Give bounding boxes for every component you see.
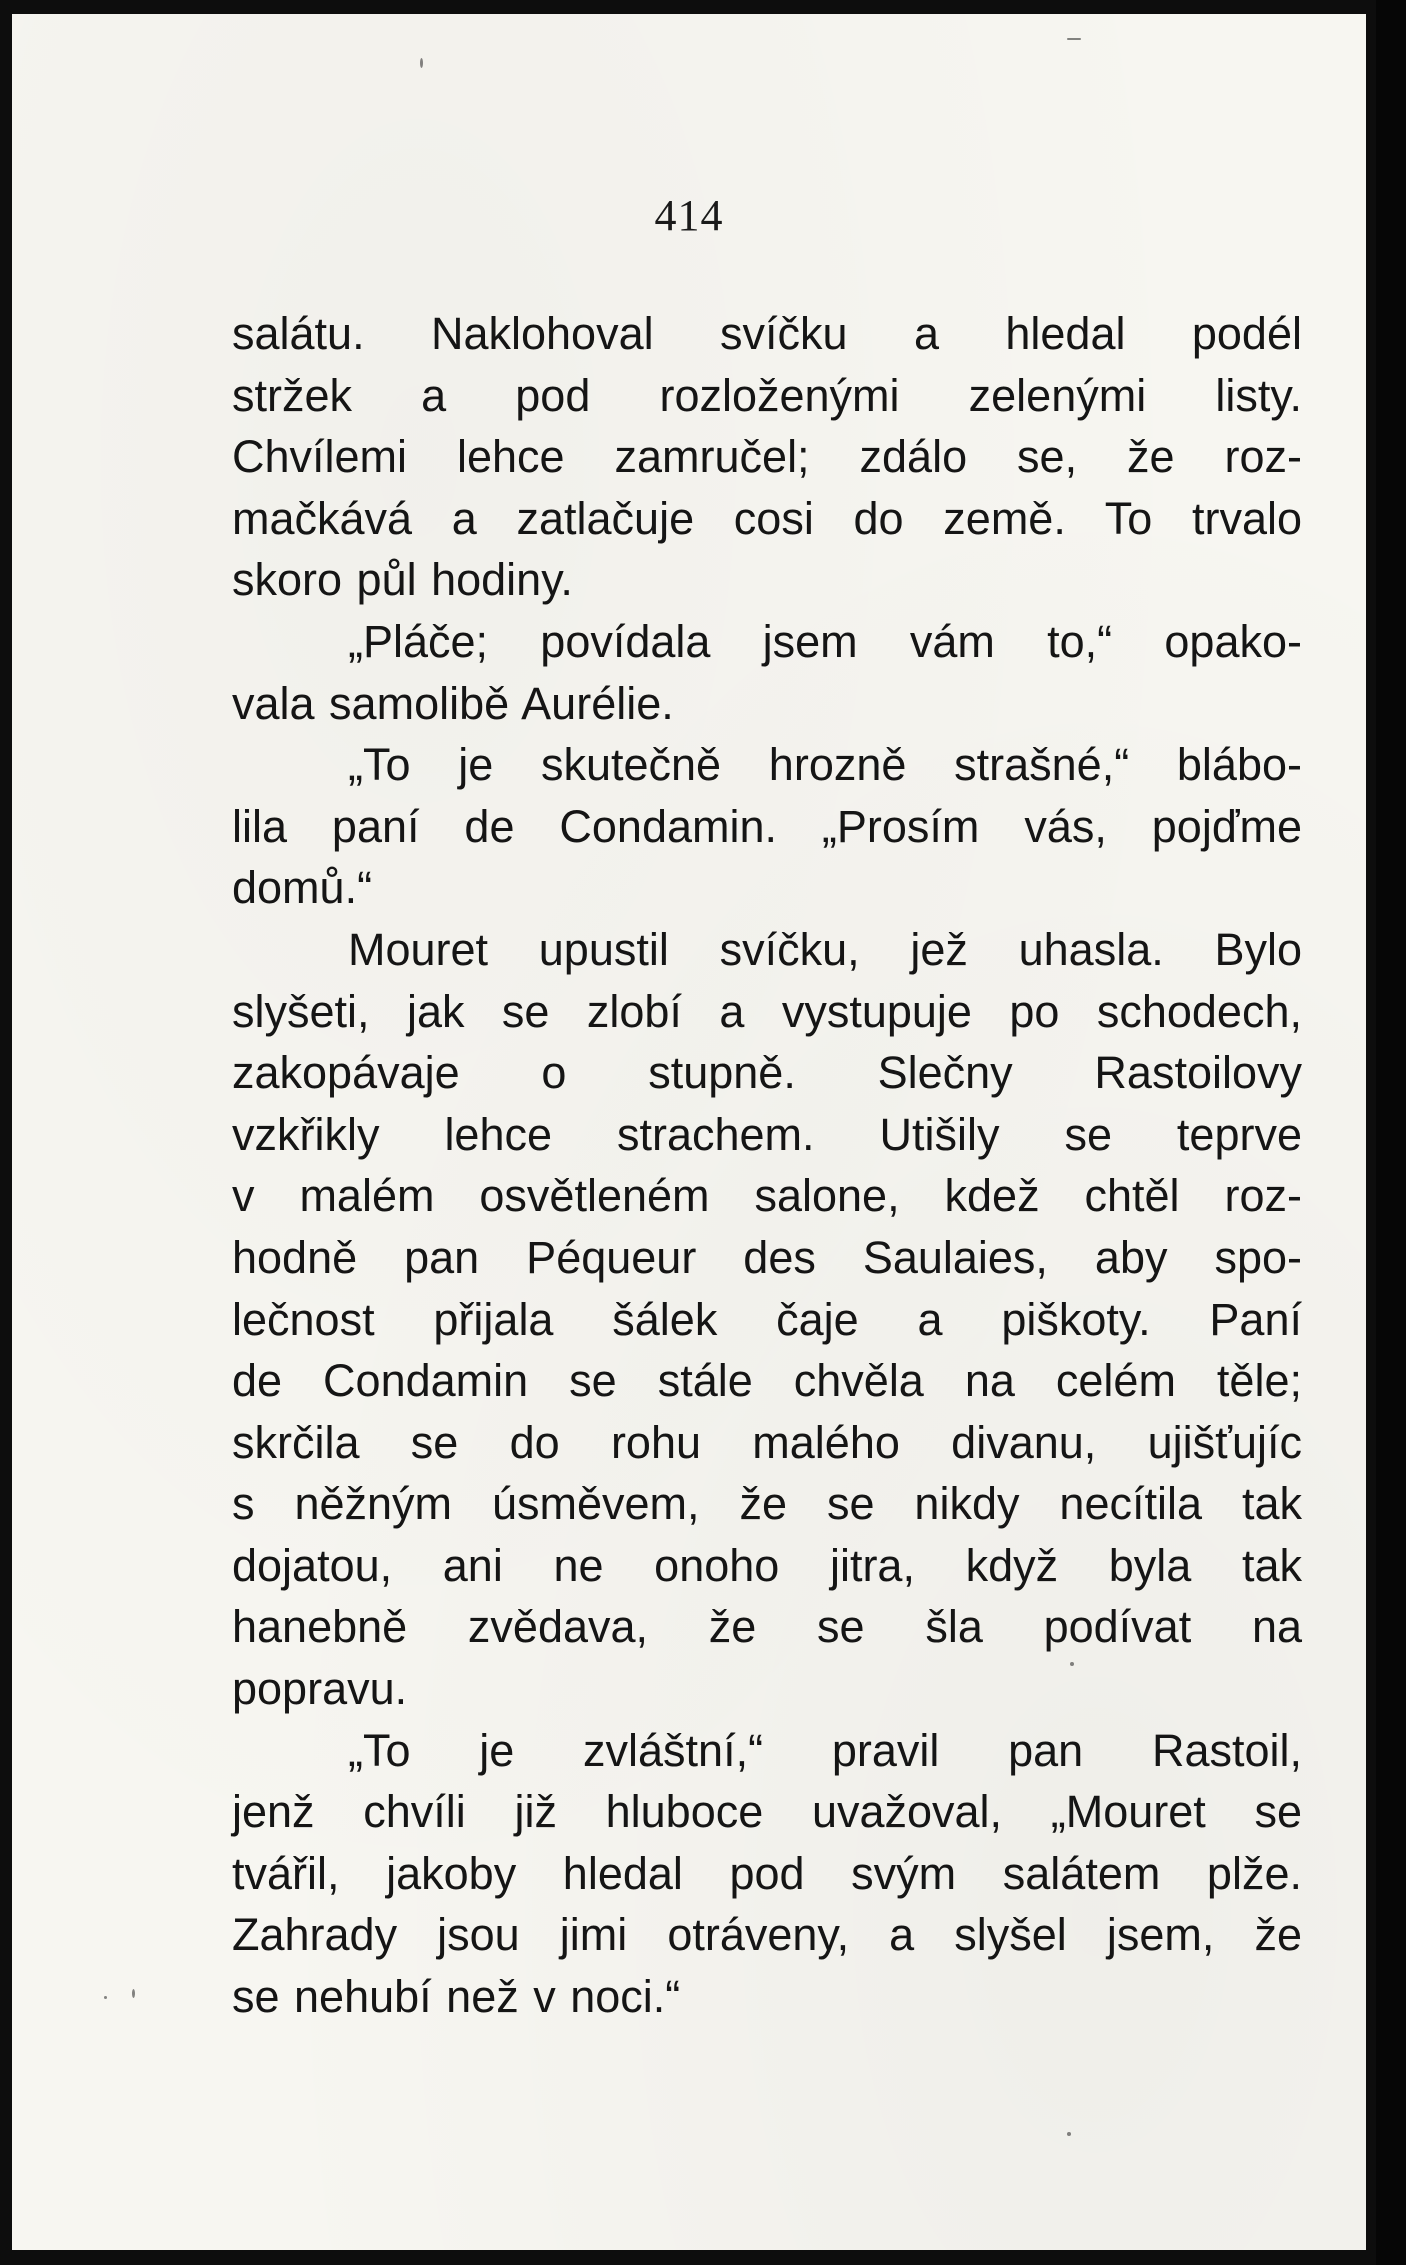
text-line: stržek a pod rozloženými zelenými listy. xyxy=(232,369,1302,421)
text-line: vzkřikly lehce strachem. Utišily se teprve xyxy=(232,1108,1302,1160)
paper-speck xyxy=(104,1996,107,1999)
text-line: hanebně zvědava, že se šla podívat na xyxy=(232,1601,1302,1653)
paper-speck xyxy=(1070,1662,1074,1666)
text-line: lila paní de Condamin. „Prosím vás, pojďme xyxy=(232,800,1302,852)
text-line: „To je skutečně hrozně strašné,“ blábo- xyxy=(348,739,1302,791)
text-line: slyšeti, jak se zlobí a vystupuje po schodech, xyxy=(232,985,1302,1037)
text-line: se nehubí než v noci.“ xyxy=(232,1971,681,2023)
text-line: vala samolibě Aurélie. xyxy=(232,677,674,729)
text-line: „To je zvláštní,“ pravil pan Rastoil, xyxy=(348,1724,1302,1776)
text-line: mačkává a zatlačuje cosi do země. To trvalo xyxy=(232,492,1302,544)
text-line: Chvílemi lehce zamručel; zdálo se, že roz- xyxy=(232,431,1302,483)
text-line: skrčila se do rohu malého divanu, ujišťujíc xyxy=(232,1416,1302,1468)
text-line: zakopávaje o stupně. Slečny Rastoilovy xyxy=(232,1047,1302,1099)
text-line: domů.“ xyxy=(232,862,373,914)
text-line: salátu. Naklohoval svíčku a hledal podél xyxy=(232,308,1302,359)
paper-speck xyxy=(1067,2132,1071,2136)
paper-speck xyxy=(132,1989,135,1998)
page-number: 414 xyxy=(654,191,724,240)
book-page xyxy=(12,14,1366,2250)
text-line: „Pláče; povídala jsem vám to,“ opako- xyxy=(348,615,1302,667)
text-line: hodně pan Péqueur des Saulaies, aby spo- xyxy=(232,1231,1302,1283)
text-line: Zahrady jsou jimi otráveny, a slyšel jsem, že xyxy=(232,1909,1302,1961)
text-line: popravu. xyxy=(232,1663,408,1715)
text-line: v malém osvětleném salone, kdež chtěl roz- xyxy=(232,1170,1302,1222)
text-line: s něžným úsměvem, že se nikdy necítila tak xyxy=(232,1478,1302,1530)
text-line: skoro půl hodiny. xyxy=(232,554,573,606)
paper-speck xyxy=(1067,38,1081,40)
text-line: de Condamin se stále chvěla na celém těle; xyxy=(232,1355,1302,1407)
text-line: Mouret upustil svíčku, jež uhasla. Bylo xyxy=(348,923,1302,975)
text-line: tvářil, jakoby hledal pod svým salátem plže. xyxy=(232,1847,1302,1899)
text-line: jenž chvíli již hluboce uvažoval, „Mouret se xyxy=(232,1786,1302,1838)
text-line: lečnost přijala šálek čaje a piškoty. Paní xyxy=(232,1293,1302,1345)
scan-border xyxy=(1376,0,1406,2265)
text-line: dojatou, ani ne onoho jitra, když byla tak xyxy=(232,1539,1302,1591)
paper-speck xyxy=(420,58,423,68)
body-text xyxy=(232,303,1302,2028)
